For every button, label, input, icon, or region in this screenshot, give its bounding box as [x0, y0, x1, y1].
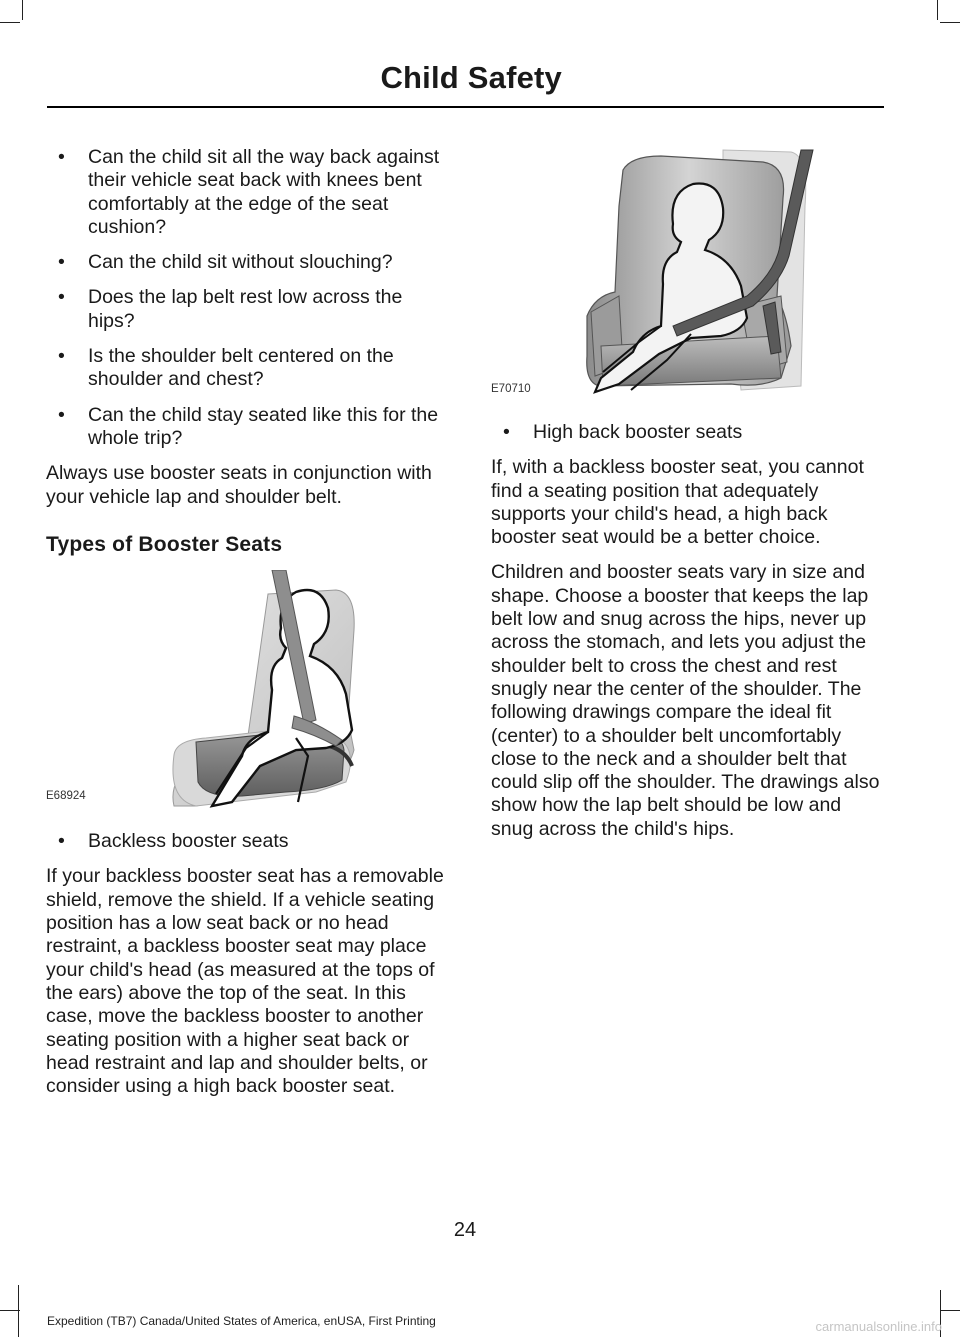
right-column [491, 146, 883, 853]
crop-mark [18, 1285, 19, 1337]
body-paragraph: Children and booster seats vary in size and shape. Choose a booster that keeps the lap belt low and snug across the hips, never up across the stomach, and lets you adjust the shoulder belt to cross the chest and rest snugly near the center of the shoulder. The following drawings compare the ideal fit (center) to a shoulder belt uncomfortably close to the neck and a shoulder belt that could slip off the shoulder. The drawings also show how the lap belt should be low and snug across the child's hips. [491, 561, 880, 840]
figure-code: E68924 [46, 789, 86, 802]
page-number: 24 [453, 1219, 477, 1241]
list-item: • Can the child stay seated like this for the whole trip? [46, 404, 450, 451]
figure-code: E70710 [491, 382, 531, 395]
high-back-booster-illustration [491, 146, 883, 401]
list-item: • Can the child sit without slouching? [46, 251, 450, 274]
body-paragraph: If your backless booster seat has a removable shield, remove the shield. If a vehicle seating position has a low seat back or no head restraint, a backless booster seat may place your child's head (as measured at the tops of the ears) above the top of the seat. In this case, move the backless booster to another seating position with a higher seat back or head restraint and lap and shoulder belts, or consider using a high back booster seat. [46, 865, 444, 1098]
crop-mark [937, 0, 938, 20]
list-item: • Backless booster seats [46, 830, 450, 853]
header-divider [47, 106, 884, 108]
body-paragraph: If, with a backless booster seat, you cannot find a seating position that adequately supports your child's head, a high back booster seat would be a better choice. [491, 456, 864, 549]
list-item: • High back booster seats [491, 421, 883, 444]
crop-mark [22, 0, 23, 20]
page-title: Child Safety [380, 60, 562, 95]
watermark: carmanualsonline.info [815, 1319, 942, 1334]
crop-mark [940, 22, 960, 23]
backless-booster-drawing [46, 570, 450, 808]
crop-mark [940, 1310, 960, 1311]
section-heading: Types of Booster Seats [46, 532, 283, 556]
backless-booster-illustration [46, 570, 450, 808]
footer-text: Expedition (TB7) Canada/United States of America, enUSA, First Printing [47, 1314, 436, 1328]
body-paragraph: Always use booster seats in conjunction with your vehicle lap and shoulder belt. [46, 462, 432, 508]
crop-mark [0, 1310, 20, 1311]
high-back-booster-drawing [491, 146, 883, 401]
crop-mark [0, 22, 20, 23]
list-item: • Does the lap belt rest low across the hips? [46, 286, 450, 333]
left-column [46, 146, 450, 1110]
list-item: • Is the shoulder belt centered on the shoulder and chest? [46, 345, 450, 392]
list-item: • Can the child sit all the way back against their vehicle seat back with knees bent comfortably at the edge of the seat cushion? [46, 146, 450, 239]
